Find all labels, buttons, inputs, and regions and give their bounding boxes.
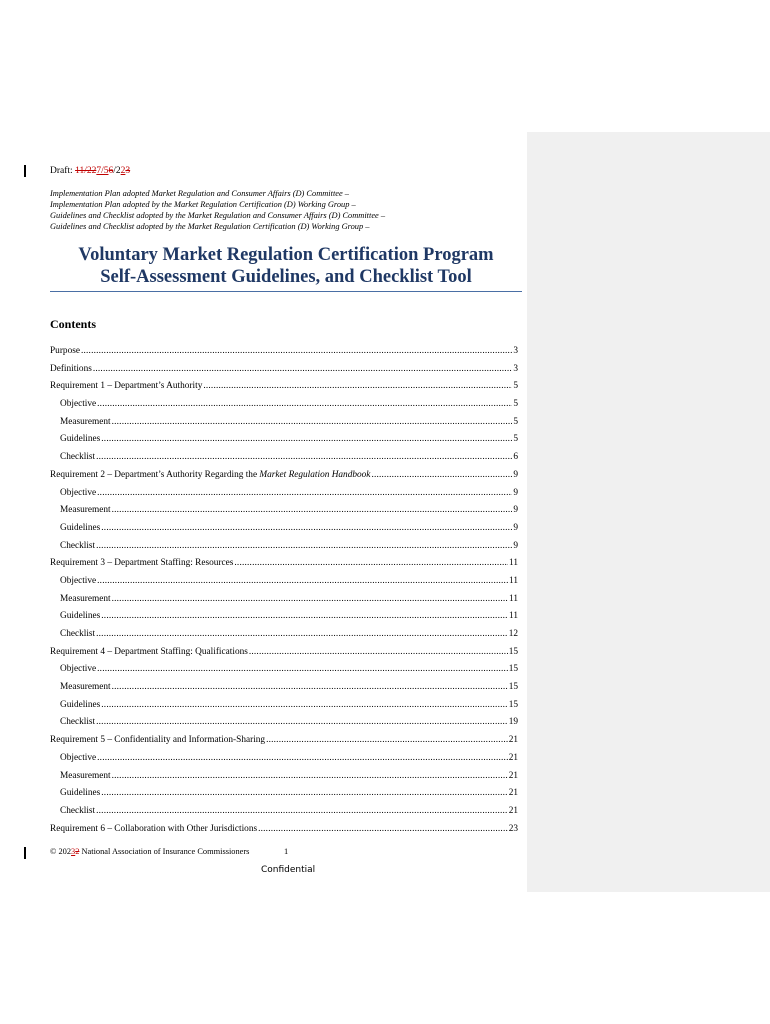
deleted-text: 11/22 bbox=[75, 166, 97, 176]
history-line: Guidelines and Checklist adopted by the Market Regulation and Consumer Affairs (D) Committee – bbox=[50, 211, 386, 220]
toc-entry[interactable] bbox=[50, 611, 518, 629]
toc-leader-dots bbox=[234, 558, 508, 568]
inserted-text: 2 bbox=[120, 166, 126, 176]
toc-page-number: 9 bbox=[513, 469, 518, 480]
toc-entry[interactable] bbox=[50, 364, 518, 382]
toc-page-number: 3 bbox=[513, 346, 518, 356]
toc-leader-dots bbox=[81, 346, 512, 356]
toc-leader-dots bbox=[96, 452, 512, 462]
toc-leader-dots bbox=[101, 523, 512, 533]
toc-entry[interactable] bbox=[50, 488, 518, 506]
toc-page-number: 21 bbox=[508, 805, 518, 816]
toc-entry-label: Objective bbox=[60, 575, 97, 586]
toc-entry[interactable] bbox=[50, 470, 518, 488]
toc-page-number: 23 bbox=[508, 823, 518, 834]
toc-leader-dots bbox=[258, 824, 508, 834]
toc-page-number: 9 bbox=[513, 522, 518, 533]
deleted-text: 2 bbox=[75, 847, 80, 856]
toc-page-number: 15 bbox=[508, 664, 518, 675]
toc-leader-dots bbox=[96, 541, 512, 551]
toc-entry[interactable] bbox=[50, 381, 518, 399]
toc-leader-dots bbox=[97, 664, 508, 674]
change-bar-footer bbox=[24, 847, 26, 859]
toc-page-number: 21 bbox=[508, 770, 518, 781]
toc-leader-dots bbox=[112, 682, 508, 692]
toc-entry-label: Definitions bbox=[50, 363, 92, 374]
toc-entry[interactable] bbox=[50, 505, 518, 523]
page-number: 1 bbox=[284, 847, 289, 856]
toc-entry-label: Guidelines bbox=[60, 611, 101, 622]
toc-leader-dots bbox=[101, 788, 507, 798]
toc-entry-label: Checklist bbox=[60, 629, 96, 639]
inserted-text: 7/5 bbox=[96, 166, 109, 176]
toc-page-number: 5 bbox=[513, 416, 518, 427]
toc-entry-label: Objective bbox=[60, 487, 97, 498]
toc-leader-dots bbox=[97, 576, 508, 586]
toc-entry-label: Requirement 6 – Collaboration with Other Jurisdictions bbox=[50, 823, 258, 834]
toc-entry[interactable] bbox=[50, 523, 518, 541]
toc-entry[interactable] bbox=[50, 717, 518, 735]
inserted-text: 3 bbox=[71, 847, 76, 856]
toc-entry[interactable] bbox=[50, 434, 518, 452]
toc-entry-label: Objective bbox=[60, 664, 97, 675]
toc-leader-dots bbox=[97, 399, 512, 409]
toc-entry[interactable] bbox=[50, 682, 518, 700]
toc-entry-label: Objective bbox=[60, 752, 97, 763]
comment-pane[interactable] bbox=[527, 132, 770, 892]
toc-entry[interactable] bbox=[50, 788, 518, 806]
toc-page-number: 15 bbox=[508, 682, 518, 693]
toc-page-number: 9 bbox=[513, 487, 518, 498]
toc-entry-label: Requirement 4 – Department Staffing: Qualifications bbox=[50, 646, 248, 657]
toc-leader-dots bbox=[96, 806, 508, 816]
toc-page-number: 5 bbox=[513, 399, 518, 410]
toc-entry-label: Checklist bbox=[60, 717, 96, 728]
history-line: Implementation Plan adopted Market Regulation and Consumer Affairs (D) Committee – bbox=[50, 189, 349, 198]
contents-heading: Contents bbox=[50, 317, 97, 331]
toc-leader-dots bbox=[266, 735, 508, 745]
toc-entry[interactable] bbox=[50, 753, 518, 771]
toc-entry-label: Checklist bbox=[60, 805, 96, 816]
toc-leader-dots bbox=[249, 647, 508, 657]
toc-page-number: 11 bbox=[509, 575, 518, 586]
toc-entry[interactable] bbox=[50, 771, 518, 789]
toc-leader-dots bbox=[96, 629, 508, 639]
toc-entry-label: Measurement bbox=[60, 770, 111, 781]
toc-entry[interactable] bbox=[50, 594, 518, 612]
footer-copyright: © 20232 National Association of Insurance Commissioners bbox=[50, 847, 250, 856]
toc-page-number: 3 bbox=[513, 363, 518, 374]
confidential-label: Confidential bbox=[261, 865, 316, 875]
document-title: Voluntary Market Regulation Certification Program Self-Assessment Guidelines, and Checklist Tool bbox=[78, 245, 494, 287]
toc-leader-dots bbox=[93, 364, 513, 374]
toc-entry[interactable] bbox=[50, 629, 518, 647]
toc-leader-dots bbox=[97, 488, 512, 498]
toc-entry[interactable] bbox=[50, 417, 518, 435]
toc-leader-dots bbox=[101, 700, 507, 710]
history-line: Implementation Plan adopted by the Market Regulation Certification (D) Working Group – bbox=[50, 200, 356, 209]
table-of-contents bbox=[50, 346, 518, 841]
toc-leader-dots bbox=[112, 417, 513, 427]
toc-entry-label: Requirement 2 – Department’s Authority Regarding the Market Regulation Handbook bbox=[50, 469, 371, 480]
toc-entry[interactable] bbox=[50, 576, 518, 594]
toc-page-number: 5 bbox=[513, 381, 518, 392]
toc-leader-dots bbox=[96, 717, 508, 727]
adoption-history bbox=[50, 188, 385, 232]
toc-leader-dots bbox=[101, 611, 508, 621]
toc-entry-label: Measurement bbox=[60, 593, 111, 604]
toc-entry-label: Guidelines bbox=[60, 699, 101, 710]
toc-page-number: 21 bbox=[508, 735, 518, 746]
toc-page-number: 5 bbox=[513, 434, 518, 445]
toc-page-number: 9 bbox=[513, 540, 518, 551]
toc-entry[interactable] bbox=[50, 664, 518, 682]
toc-page-number: 11 bbox=[509, 593, 518, 604]
toc-leader-dots bbox=[101, 434, 512, 444]
toc-page-number: 9 bbox=[513, 505, 518, 516]
draft-date: Draft: 11/227/56/223 bbox=[50, 166, 131, 176]
deleted-text: 6 bbox=[108, 166, 114, 176]
toc-entry-label: Checklist bbox=[60, 452, 96, 463]
toc-entry[interactable] bbox=[50, 700, 518, 718]
toc-page-number: 21 bbox=[508, 788, 518, 799]
toc-entry[interactable] bbox=[50, 541, 518, 559]
change-bar-header bbox=[24, 165, 26, 177]
toc-entry-label: Checklist bbox=[60, 540, 96, 551]
toc-leader-dots bbox=[112, 594, 508, 604]
toc-entry[interactable] bbox=[50, 735, 518, 753]
toc-entry-label: Guidelines bbox=[60, 522, 101, 533]
toc-entry-label: Measurement bbox=[60, 416, 111, 427]
toc-page-number: 19 bbox=[508, 717, 518, 728]
toc-entry-label: Objective bbox=[60, 399, 97, 410]
toc-entry[interactable] bbox=[50, 806, 518, 824]
deleted-text: 3 bbox=[125, 166, 131, 176]
toc-entry[interactable] bbox=[50, 558, 518, 576]
toc-page-number: 11 bbox=[509, 558, 518, 569]
toc-page-number: 15 bbox=[508, 646, 518, 657]
toc-page-number: 15 bbox=[508, 699, 518, 710]
history-line: Guidelines and Checklist adopted by the Market Regulation Certification (D) Working Group – bbox=[50, 222, 370, 231]
toc-entry-label: Measurement bbox=[60, 505, 111, 516]
toc-entry-label: Measurement bbox=[60, 682, 111, 693]
toc-page-number: 21 bbox=[508, 752, 518, 763]
toc-entry[interactable] bbox=[50, 824, 518, 842]
toc-entry[interactable] bbox=[50, 346, 518, 364]
toc-entry[interactable] bbox=[50, 647, 518, 665]
toc-page-number: 12 bbox=[508, 629, 518, 639]
toc-entry-label: Purpose bbox=[50, 346, 80, 356]
toc-leader-dots bbox=[203, 381, 512, 391]
toc-entry[interactable] bbox=[50, 399, 518, 417]
toc-entry-label: Guidelines bbox=[60, 434, 101, 445]
toc-entry-label: Requirement 3 – Department Staffing: Resources bbox=[50, 558, 234, 569]
toc-entry-label: Guidelines bbox=[60, 788, 101, 799]
toc-leader-dots bbox=[112, 771, 508, 781]
toc-page-number: 6 bbox=[513, 452, 518, 463]
title-underline bbox=[50, 291, 522, 292]
toc-entry[interactable] bbox=[50, 452, 518, 470]
toc-page-number: 11 bbox=[509, 611, 518, 622]
toc-entry-label: Requirement 5 – Confidentiality and Information-Sharing bbox=[50, 735, 266, 746]
toc-entry-label: Requirement 1 – Department’s Authority bbox=[50, 381, 203, 392]
toc-leader-dots bbox=[97, 753, 508, 763]
toc-leader-dots bbox=[112, 505, 513, 515]
toc-leader-dots bbox=[371, 470, 512, 480]
